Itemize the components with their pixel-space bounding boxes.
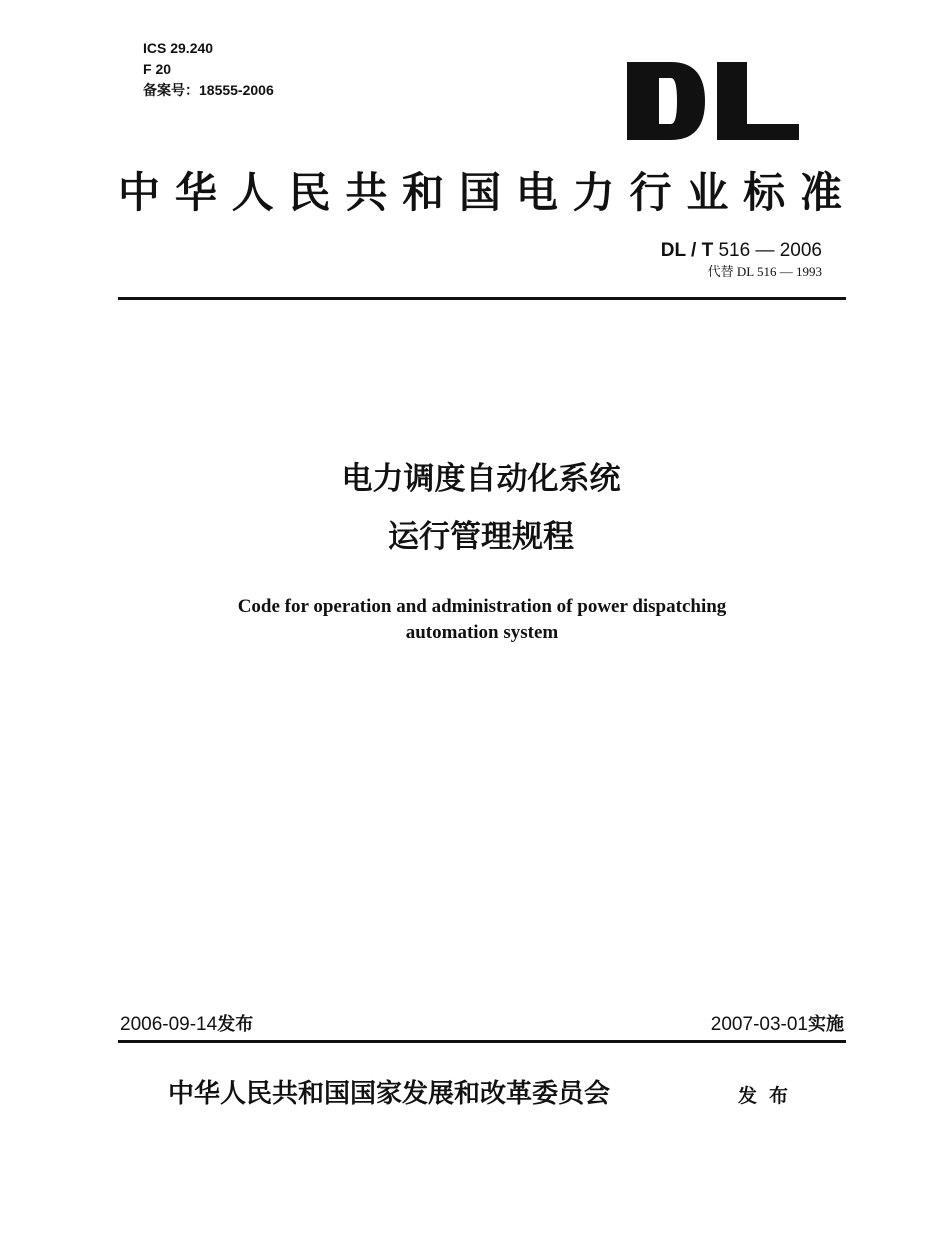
issuing-body: 中华人民共和国国家发展和改革委员会	[168, 1079, 611, 1109]
chinese-title-line-2: 运行管理规程	[388, 519, 574, 555]
classification-block	[143, 38, 274, 101]
issue-date-label: 发布	[217, 1014, 254, 1035]
standard-number-value: 516 — 2006	[718, 240, 822, 261]
dl-logo-letter-l	[717, 62, 799, 140]
english-title-line-2: automation system	[405, 622, 559, 643]
issuing-authority-title: 中华人民共和国电力行业标准	[118, 168, 846, 217]
dl-logo-letter-d	[627, 62, 705, 140]
issue-date	[120, 1013, 253, 1037]
english-title-line-1: Code for operation and administration of power dispatching	[237, 596, 727, 617]
header-divider	[118, 297, 846, 300]
standard-number	[661, 240, 822, 262]
implementation-date-label: 实施	[808, 1014, 844, 1035]
chinese-title-line-1: 电力调度自动化系统	[341, 461, 621, 497]
replaces-standard: 代替 DL 516 — 1993	[707, 264, 822, 279]
footer-divider	[118, 1040, 846, 1043]
dl-logo	[627, 62, 799, 140]
implementation-date-value: 2007-03-01	[710, 1014, 808, 1035]
standard-code: DL / T	[660, 240, 714, 261]
issuing-action: 发布	[738, 1085, 801, 1107]
ics-code: ICS 29.240	[143, 40, 214, 56]
ccs-code: F 20	[143, 61, 172, 77]
record-number: 备案号：18555-2006	[143, 82, 274, 98]
issue-date-value: 2006-09-14	[120, 1014, 218, 1035]
implementation-date	[711, 1013, 844, 1037]
